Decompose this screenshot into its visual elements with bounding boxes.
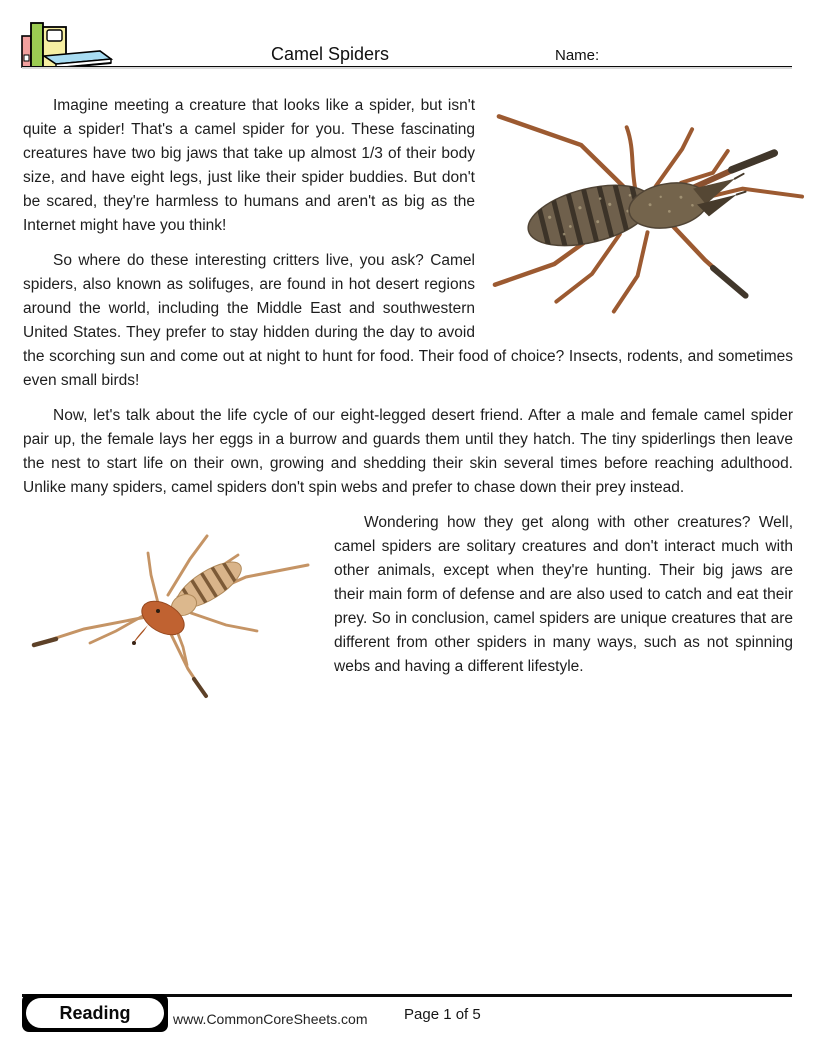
page-title: Camel Spiders bbox=[270, 44, 390, 64]
camel-spider-photo-bottom bbox=[23, 519, 330, 737]
name-label: Name: bbox=[555, 47, 600, 64]
camel-spider-photo-top bbox=[487, 88, 809, 326]
page-number: Page 1 of 5 bbox=[404, 1006, 481, 1023]
paragraph-2: So where do these interesting critters live, you ask? Camel spiders, also known as solifuges, are found in hot desert regions around the world, including the Middle East and southwestern United States. They prefer to stay hidden during the day to avoid the scorching sun and come out at night to hunt for food. Their food of choice? Insects, rodents, and sometimes even small birds! bbox=[23, 252, 793, 389]
category-badge-label: Reading bbox=[26, 998, 164, 1028]
reading-passage bbox=[23, 94, 793, 741]
header-divider bbox=[22, 66, 792, 69]
camel-spider-side-view-illustration bbox=[23, 519, 330, 737]
camel-spider-top-view-illustration bbox=[487, 88, 809, 326]
paragraph-3: Now, let's talk about the life cycle of our eight-legged desert friend. After a male and female camel spider pair up, the female lays her eggs in a burrow and guards them until they hatch. The tiny spiderlings then leave the nest to start life on their own, growing and shedding their skin several times before reaching adulthood. Unlike many spiders, camel spiders don't spin webs and prefer to chase down their prey instead. bbox=[23, 407, 793, 496]
paragraph-1: Imagine meeting a creature that looks like a spider, but isn't quite a spider! That's a camel spider for you. These fascinating creatures have two big jaws that take up almost 1/3 of their body size, and have eight legs, just like their spider buddies. But don't be scared, they're harmless to humans and aren't as big as the Internet might have you think! bbox=[23, 97, 475, 234]
books-logo-icon bbox=[14, 11, 118, 69]
category-badge bbox=[22, 994, 168, 1032]
website-url: www.CommonCoreSheets.com bbox=[173, 1011, 368, 1027]
paragraph-4: Wondering how they get along with other creatures? Well, camel spiders are solitary creatures and don't interact much with other animals, except when they're hunting. Their big jaws are their main form of defense and are also used to catch and eat their prey. So in conclusion, camel spiders are unique creatures that are different from other spiders in many ways, such as not spinning webs and having a different lifestyle. bbox=[334, 514, 793, 675]
